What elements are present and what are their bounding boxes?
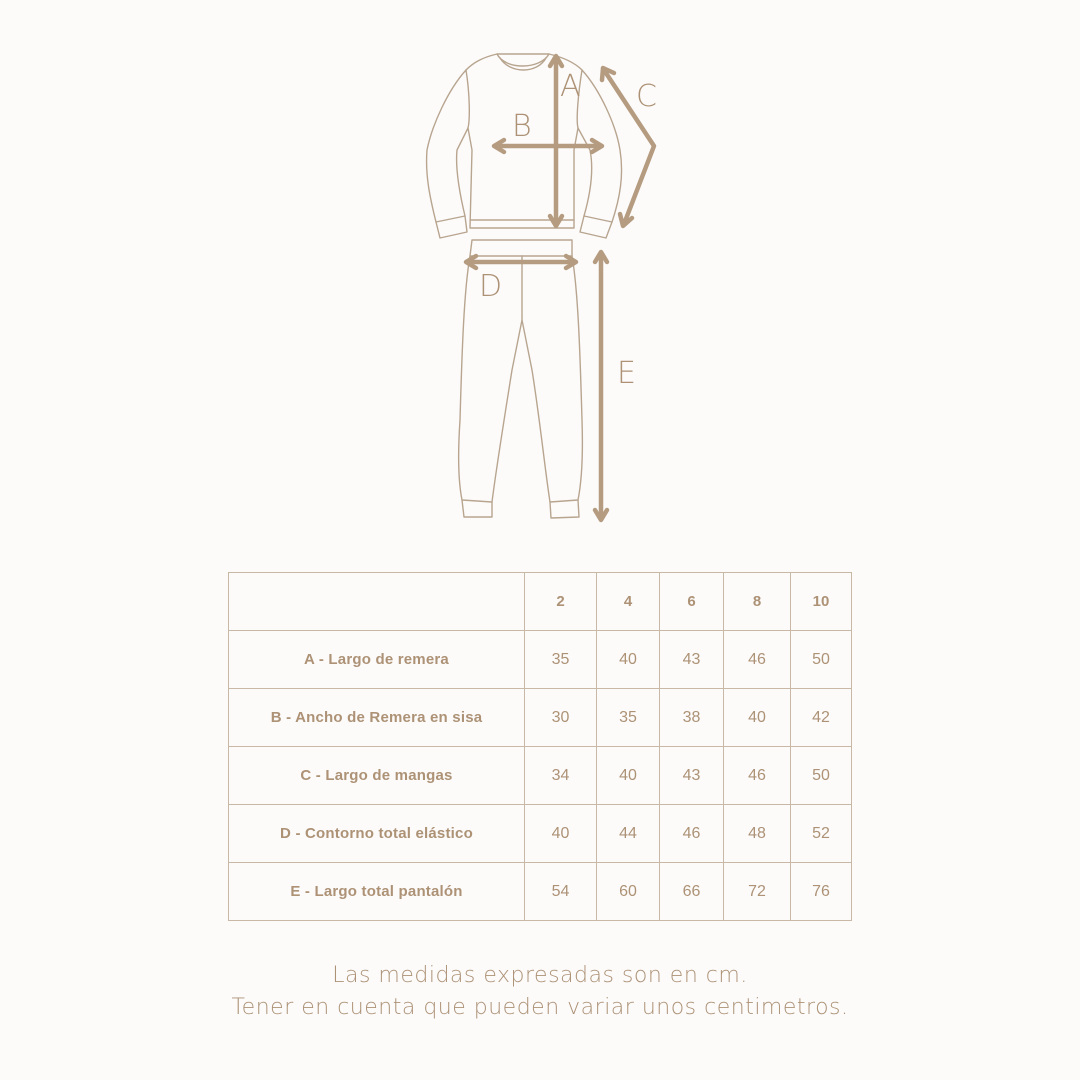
table-row <box>229 747 852 805</box>
header-size: 8 <box>724 573 791 631</box>
label-a: A <box>560 69 581 104</box>
note-variation: Tener en cuenta que pueden variar unos centimetros. <box>231 995 849 1020</box>
note-units: Las medidas expresadas son en cm. <box>332 963 748 988</box>
table-cell: 40 <box>724 689 791 747</box>
row-label: B - Ancho de Remera en sisa <box>229 689 525 747</box>
table-cell: 42 <box>791 689 852 747</box>
row-label: E - Largo total pantalón <box>229 863 525 921</box>
arrow-e <box>595 252 607 520</box>
table-cell: 50 <box>791 631 852 689</box>
label-d: D <box>479 269 503 304</box>
table-cell: 48 <box>724 805 791 863</box>
size-table <box>228 572 852 921</box>
table-cell: 46 <box>660 805 724 863</box>
arrow-d <box>466 256 576 268</box>
table-cell: 46 <box>724 747 791 805</box>
label-b: B <box>512 109 532 144</box>
label-e: E <box>617 356 636 391</box>
table-row <box>229 805 852 863</box>
table-cell: 43 <box>660 631 724 689</box>
size-header-row <box>229 573 852 631</box>
label-c: C <box>636 79 657 114</box>
table-cell: 38 <box>660 689 724 747</box>
row-label: A - Largo de remera <box>229 631 525 689</box>
table-cell: 60 <box>597 863 660 921</box>
table-cell: 43 <box>660 747 724 805</box>
table-cell: 72 <box>724 863 791 921</box>
table-cell: 34 <box>525 747 597 805</box>
table-cell: 30 <box>525 689 597 747</box>
table-cell: 76 <box>791 863 852 921</box>
table-cell: 40 <box>597 747 660 805</box>
table-cell: 40 <box>597 631 660 689</box>
row-label: C - Largo de mangas <box>229 747 525 805</box>
header-size: 6 <box>660 573 724 631</box>
header-size: 10 <box>791 573 852 631</box>
table-cell: 44 <box>597 805 660 863</box>
pants-outline <box>459 240 583 518</box>
table-cell: 40 <box>525 805 597 863</box>
table-cell: 54 <box>525 863 597 921</box>
header-empty <box>229 573 525 631</box>
table-row <box>229 689 852 747</box>
table-cell: 66 <box>660 863 724 921</box>
table-cell: 52 <box>791 805 852 863</box>
table-row <box>229 631 852 689</box>
table-cell: 35 <box>597 689 660 747</box>
table-cell: 46 <box>724 631 791 689</box>
row-label: D - Contorno total elástico <box>229 805 525 863</box>
header-size: 2 <box>525 573 597 631</box>
table-cell: 50 <box>791 747 852 805</box>
header-size: 4 <box>597 573 660 631</box>
table-cell: 35 <box>525 631 597 689</box>
table-row <box>229 863 852 921</box>
